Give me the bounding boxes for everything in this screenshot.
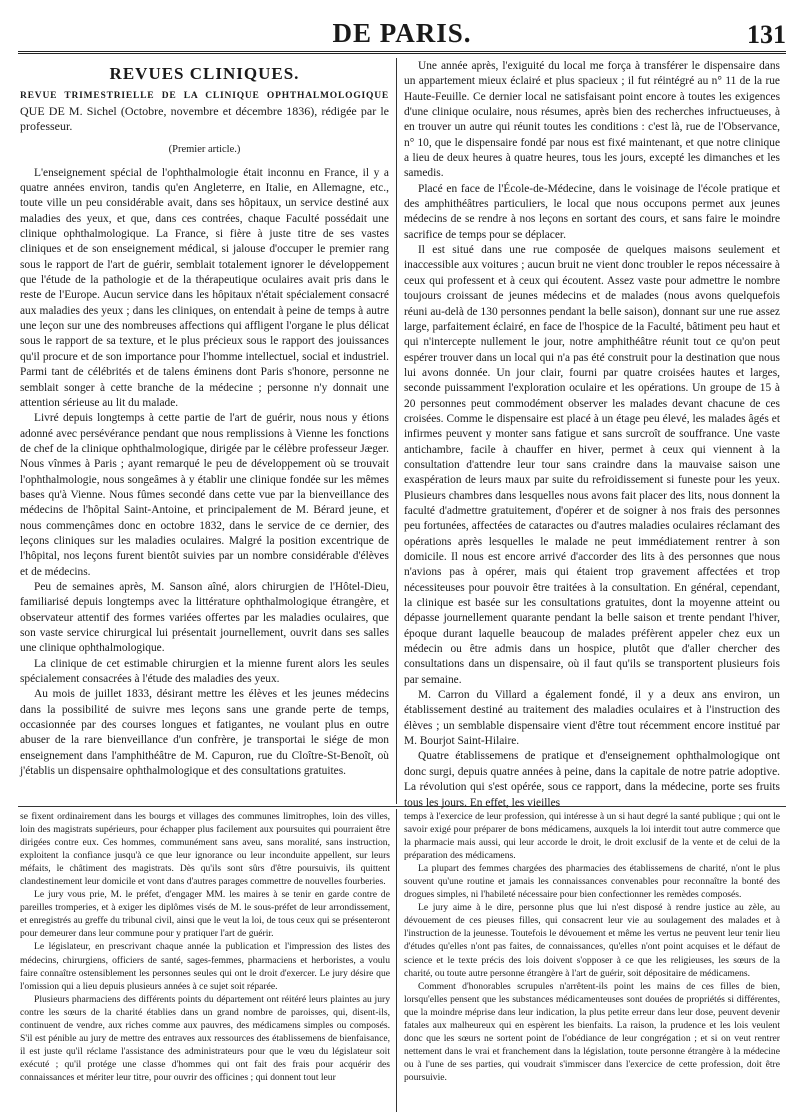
feuilleton-divider [396, 809, 397, 1112]
article-paragraph: Au mois de juillet 1833, désirant mettre les élèves et les jeunes médecins dans la possibilité de suivre mes leçons sans une grande perte de temps, occasionnée par des courses longues et fatigantes, ne voulant plus en outre abuser de la rare bienveillance d'un confrère, je transportai le siége de mon enseignement dans l'amphithéâtre de M. Capuron, rue du Cloître-St-Benoît, où j'établis un dispensaire ophthalmologique et des consultations gratuites. [20, 688, 389, 778]
feuilleton-paragraph: Comment d'honorables scrupules n'arrêtent-ils point les mains de ces filles de bien, lorsqu'elles pensent que les substances médicamenteuses sont douées de propriétés si différentes, que la moindre méprise dans leur indication, la plus petite erreur dans leur dose, peuvent devenir fatales aux malheureux qui en espèrent les bienfaits. La raison, la prudence et les lois veulent donc que les sœurs ne sortent point de l'obédiance de leur congrégation ; et si on veut rentrer nettement dans le vrai et franchement dans la législation, toute personne étrangère à la médecine ou à l'une de ses parties, qui voudrait s'immiscer dans l'exercice de cette profession, doit être poursuivie. [404, 980, 780, 1083]
article-heading-caps: REVUE TRIMESTRIELLE DE LA CLINIQUE OPHTHALMOLOGIQUE [20, 91, 389, 102]
article-heading-rest: QUE DE M. Sichel (Octobre, novembre et décembre 1836), rédigée par le professeur. [20, 104, 389, 134]
feuilleton-paragraph: temps à l'exercice de leur profession, qui intéresse à un si haut degré la santé publique ; qui ont le savoir exigé pour préparer de bons médicamens, auxquels la loi interdit tout autre commerce que la pharmacie mais aussi, qui leur accorde le droit, le droit exclusif de la vente et de celui de la préparation des médicamens. [404, 811, 780, 862]
article-heading [20, 87, 389, 134]
header-rule [18, 51, 786, 54]
article-paragraph: Une année après, l'exiguité du local me força à transférer le dispensaire dans un appartement mieux éclairé et plus spacieux ; il fut réintégré au n° 11 de la rue Haute-Feuille. Ce dernier local ne satisfaisant point encore à toutes les exigences d'une clinique oculaire, nous résumes, après bien des recherches infructueuses, à en trouver un autre qui réunit toutes les conditions : c'est là, rue de l'Observance, n° 10, que le dispensaire fondé par nous est fixé maintenant, et que notre clinique a lieu de deux heures à quatre heures, tous les jours, excepté les dimanches et les samedis. [404, 60, 780, 180]
feuilleton-column-left [20, 810, 390, 1112]
article-paragraph: Livré depuis longtemps à cette partie de l'art de guérir, nous nous y étions adonné avec persévérance pendant que nous remplissions à Vienne les fonctions de chef de la clinique ophthalmologique, dirigée par le célèbre professeur Jæger. Nous vînmes à Paris ; ayant remarqué le peu de développement où se trouvait l'ophthalmologie, nous songeâmes à y établir une clinique fondée sur les mêmes bases qu'à Vienne. Nous fûmes secondé dans cette vue par la bienveillance des médecins de l'hôpital Saint-Antoine, et principalement de M. Bérard jeune, et nous commençâmes donc en octobre 1832, dans le service de ce dernier, des leçons cliniques sur les maladies oculaires. Malgré la position excentrique de l'hôpital, nos leçons furent bientôt suivies par un nombre considérable d'élèves et de médecins. [20, 412, 389, 578]
feuilleton-rule [18, 806, 786, 807]
feuilleton-paragraph: Le jury vous prie, M. le préfet, d'engager MM. les maires à se tenir en garde contre de pareilles tromperies, et à exiger les diplômes visés de M. le sous-préfet de leur arrondissement, et enregistrés au greffe du tribunal civil, ainsi que le veut la loi, de tous ceux qui se présenteront pour demeurer dans leur commune pour y pratiquer l'art de guérir. [20, 889, 390, 940]
page-number: 131 [747, 20, 786, 49]
article-paragraph: Quatre établissemens de pratique et d'enseignement ophthalmologique ont donc surgi, depuis quatre années à peine, dans la capitale de notre patrie adoptive. La révolution qui s'est opérée, sous ce rapport, dans la médecine, porte ses fruits tous les jours. En effet, les vieilles [404, 750, 780, 809]
feuilleton-paragraph: La plupart des femmes chargées des pharmacies des établissemens de charité, n'ont le plus souvent qu'une routine et jamais les connaissances convenables pour reconnaître la bonté des drogues simples, ni l'habileté nécessaire pour bien confectionner les remèdes composés. [404, 863, 780, 901]
article-paragraph: Peu de semaines après, M. Sanson aîné, alors chirurgien de l'Hôtel-Dieu, familiarisé depuis longtemps avec la littérature ophthalmologique étrangère, et observateur attentif des formes variées offertes par les maladies oculaires, que son vaste service chirurgical lui présentait journellement, ouvrit dans ses salles une clinique ophthalmologique. [20, 580, 389, 655]
page-header [18, 10, 786, 50]
feuilleton-column-right [404, 810, 780, 1112]
feuilleton-paragraph: Le jury aime à le dire, personne plus que lui n'est disposé à rendre justice au zèle, au dévouement de ces pieuses filles, qui consacrent leur vie au soulagement des malades et à l'instruction de la jeunesse. Toutefois le dévouement et même les vertus ne peuvent leur tenir lieu d'études qu'elles n'ont pas faites, de connaissances, qu'elles n'ont point acquises et le défaut de science et le texte précis des lois doivent s'opposer à ce que les religieuses, les sœurs de la charité, ou toute autre personne étrangère à l'art de guérir, soit dépositaire de médicamens. [404, 902, 780, 979]
article-paragraph: M. Carron du Villard a également fondé, il y a deux ans environ, un établissement destiné au traitement des maladies oculaires et à l'instruction des élèves ; un semblable dispensaire vient d'être tout récemment encore institué par M. Bourjot Saint-Hilaire. [404, 689, 780, 748]
article-column-left [20, 62, 389, 802]
article-paragraph: Placé en face de l'École-de-Médecine, dans le voisinage de l'école pratique et des amphithéâtres particuliers, le local que nous occupons permet aux jeunes médecins de se rendre à nos leçons en sortant des cours, et sans faire le moindre sacrifice de temps pour se déplacer. [404, 182, 780, 241]
feuilleton-paragraph: Le législateur, en prescrivant chaque année la publication et l'impression des listes des médecins, chirurgiens, officiers de santé, sages-femmes, pharmaciens et herboristes, a voulu faire connaître ostensiblement les personnes seules qui ont le droit d'exercer. Le jury désire que l'omission qui a lieu depuis plusieurs années à ce sujet soit réparée. [20, 941, 390, 992]
column-divider [396, 58, 397, 804]
feuilleton-paragraph: Plusieurs pharmaciens des différents points du département ont réitéré leurs plaintes au jury contre les sœurs de la charité établies dans un grand nombre de paroisses, qui, disent-ils, continuent de vendre, aux riches comme aux pauvres, des médicamens simples ou composés. S'il est pénible au jury de mettre des entraves aux ressources des établissemens de bienfaisance, il est juste qu'il réclame l'assistance des administrateurs pour que le vœu du législateur soit exécuté ; qu'il protége une classe d'hommes qui ont fait des frais pour acquérir des connaissances et mériter leur titre, pour ouvrir des officines ; qui donnent tout leur [20, 993, 390, 1083]
article-paragraph: L'enseignement spécial de l'ophthalmologie était inconnu en France, il y a quatre années environ, tandis qu'en Angleterre, en Italie, en Allemagne, etc., toute ville un peu considérable avait, dans ses hôpitaux, un service destiné aux maladies des yeux, et que, dans ces contrées, chaque Faculté possédait une clinique ophthalmologique. La France, si fière à juste titre de ses vastes cliniques et de son enseignement médical, si jalouse d'occuper le premier rang sous le rapport de l'art de guérir, semblait totalement ignorer le développement que l'étude de la pathologie et de la thérapeutique oculaires avait pris dans le reste de l'Europe. Aucun service dans les hôpitaux n'était spécialement consacré aux maladies des yeux ; dans les cliniques, on entendait à peine de temps à autre une leçon sur une des nombreuses affections qui affligent l'organe le plus délicat sous le rapport de sa texture, et le plus précieux sous le rapport des jouissances qu'il procure et de son importance pour l'homme intellectuel, social et industriel. Parmi tant de célébrités et de talens éminens dont Paris s'honore, personne ne semblait songer à cette branche de la médecine ; personne n'y donnait une attention sérieuse au lit du malade. [20, 166, 389, 409]
running-title: DE PARIS. [332, 18, 472, 48]
section-title: REVUES CLINIQUES. [109, 64, 300, 83]
article-paragraph: Il est situé dans une rue composée de quelques maisons seulement et inaccessible aux voitures ; aucun bruit ne vient donc troubler le repos nécessaire à ceux qui professent et à ceux qui écoutent. Assez vaste pour admettre le nombre toujours croissant de jeunes médecins et de malades (nous avons quelquefois réuni au-delà de 130 personnes pendant la belle saison), donnant sur une rue assez large, parfaitement éclairé, en face de l'hospice de la Faculté, bâtiment peu haut et qui n'intercepte nullement le jour, notre amphithéâtre réunit tout ce qu'on peut espérer trouver dans un local qui n'a pas été construit pour la destination que nous lui avons donnée. Un jour clair, fourni par quatre croisées hautes et larges, seconde puissamment l'exploration oculaire et les opérations. Un groupe de 15 à 20 personnes peut commodément observer les malades devant chacune de ces croisées. Comme le dispensaire est placé à un étage peu élevé, les malades âgés et infirmes peuvent y monter sans fatigue et sans surcroît de souffrance. Une vaste antichambre, facile à chauffer en hiver, permet à ceux qui viennent à la consultation d'attendre leur tour sans craindre dans la mauvaise saison une exaspération de leurs maux par suite du refroidissement si funeste pour les yeux. Plusieurs chambres dans lesquelles nous avons fait placer des lits, nous donnent la faculté d'admettre gratuitement, d'opérer et de soigner à nos frais des personnes peu fortunées, affectées de cataractes ou d'autres maladies oculaires réclamant des opérations après lesquelles le malade ne peut immédiatement rentrer à son domicile. Il nous est encore arrivé d'accorder des lits à des personnes que nous n'avions pas à opérer, mais qui étaient trop gravement affectées et trop nécessiteuses pour pouvoir être traitées à la consultation. En général, cependant, la clinique est basée sur les consultations gratuites, dont la moyenne atteint ou dépasse journellement quarante pendant la belle saison et trente pendant l'hiver, époque durant laquelle beaucoup de malades préfèrent appeler chez eux un médecin ou être admis dans un hospice, plutôt que d'aller chercher des consultations dans un dispensaire, où il faut qu'ils se transportent plusieurs fois par semaine. [404, 244, 780, 686]
article-paragraph: La clinique de cet estimable chirurgien et la mienne furent alors les seules spécialement consacrées à l'étude des maladies des yeux. [20, 657, 389, 686]
feuilleton-paragraph: se fixent ordinairement dans les bourgs et villages des communes limitrophes, loin des villes, loin des magistrats supérieurs, pour échapper plus facilement aux poursuites qui pourraient être dirigées contre eux. Ces hommes, communément sans aveu, sans moralité, sans instruction, exploitent la confiance jusqu'à ce que leur ignorance ou leur inconduite appellent, sur leurs méfaits, le châtiment des magistrats. Dès qu'ils sont sûrs d'être poursuivis, ils quittent clandestinement leur domicile et vont dans d'autres parages commettre de nouvelles fourberies. [20, 811, 390, 888]
article-column-right [404, 59, 780, 809]
article-note: (Premier article.) [168, 144, 241, 156]
